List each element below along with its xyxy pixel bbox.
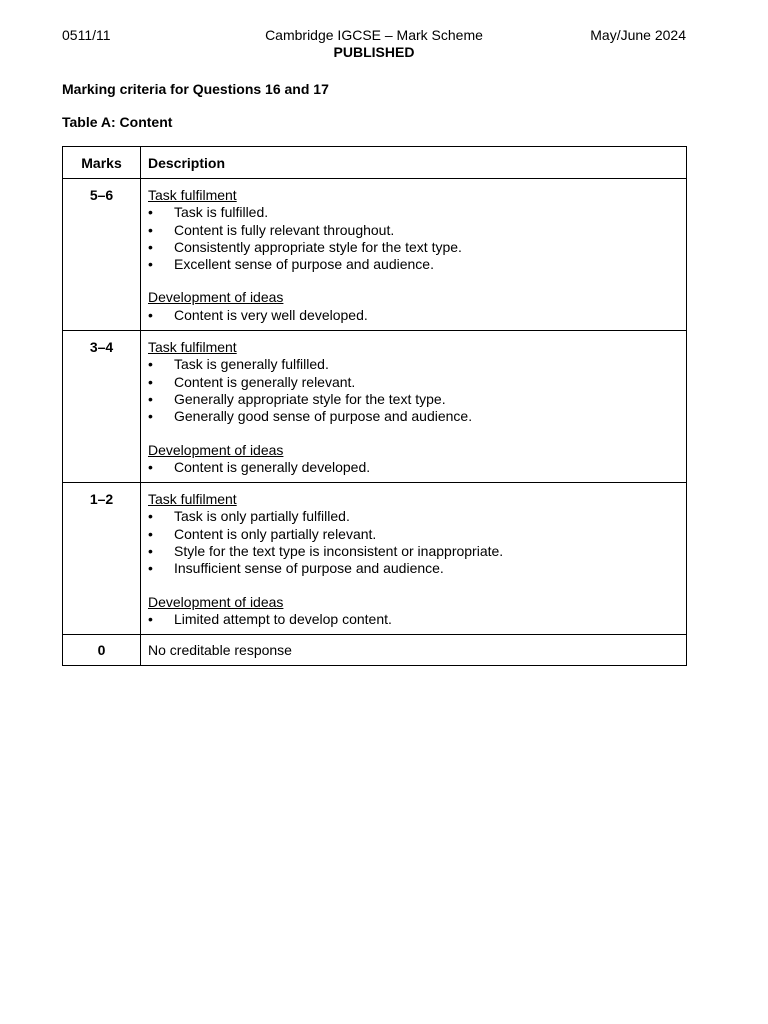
list-item: • Limited attempt to develop content. (148, 610, 392, 627)
development-of-ideas-heading: Development of ideas (148, 441, 284, 458)
bullet-icon: • (148, 390, 153, 407)
list-item: • Content is fully relevant throughout. (148, 221, 395, 238)
list-item: • Insufficient sense of purpose and audience. (148, 560, 444, 577)
task-fulfilment-list (148, 204, 679, 273)
list-item: • Content is generally developed. (148, 458, 371, 475)
description-column-header: Description (141, 147, 687, 179)
list-item: • Style for the text type is inconsistent or inappropriate. (148, 543, 504, 560)
marks-band: 1–2 (63, 483, 141, 635)
list-item: • Generally good sense of purpose and audience. (148, 408, 473, 425)
bullet-icon: • (148, 373, 153, 390)
table-row (63, 635, 687, 666)
bullet-icon: • (148, 560, 153, 577)
list-item: • Content is only partially relevant. (148, 525, 377, 542)
marks-column-header: Marks (63, 147, 141, 179)
list-item: • Excellent sense of purpose and audience. (148, 256, 434, 273)
bullet-icon: • (148, 256, 153, 273)
task-fulfilment-heading: Task fulfilment (148, 491, 237, 508)
band-description (141, 483, 687, 635)
bullet-icon: • (148, 525, 153, 542)
task-fulfilment-heading: Task fulfilment (148, 187, 237, 203)
table-header-row (63, 147, 687, 179)
bullet-icon: • (148, 508, 153, 525)
task-fulfilment-list (148, 356, 679, 425)
list-item: • Consistently appropriate style for the text type. (148, 238, 462, 255)
table-row (63, 483, 687, 635)
marks-band: 0 (63, 635, 141, 666)
content-criteria-table (62, 146, 687, 666)
page-header (62, 27, 686, 67)
band-description: No creditable response (141, 635, 687, 666)
list-item: • Task is generally fulfilled. (148, 356, 329, 373)
bullet-icon: • (148, 610, 153, 627)
bullet-icon: • (148, 238, 153, 255)
development-of-ideas-heading: Development of ideas (148, 593, 284, 610)
development-list (148, 307, 679, 324)
list-item: • Task is fulfilled. (148, 204, 269, 221)
document-title: Cambridge IGCSE – Mark Scheme (265, 27, 483, 43)
list-item: • Task is only partially fulfilled. (148, 508, 350, 525)
list-item: • Content is generally relevant. (148, 373, 356, 390)
bullet-icon: • (148, 408, 153, 425)
bullet-icon: • (148, 306, 153, 323)
task-fulfilment-heading: Task fulfilment (148, 339, 237, 356)
bullet-icon: • (148, 458, 153, 475)
task-fulfilment-list (148, 508, 679, 577)
table-row (63, 331, 687, 483)
list-item: • Content is very well developed. (148, 306, 368, 323)
exam-session: May/June 2024 (590, 27, 686, 43)
development-list (148, 459, 679, 476)
bullet-icon: • (148, 221, 153, 238)
marks-band: 5–6 (63, 179, 141, 331)
section-heading: Marking criteria for Questions 16 and 17 (62, 81, 329, 97)
development-of-ideas-heading: Development of ideas (148, 289, 284, 306)
table-row (63, 179, 687, 331)
bullet-icon: • (148, 204, 153, 221)
band-description (141, 331, 687, 483)
bullet-icon: • (148, 543, 153, 560)
band-description (141, 179, 687, 331)
published-status: PUBLISHED (333, 44, 415, 60)
list-item: • Generally appropriate style for the text type. (148, 390, 446, 407)
syllabus-code: 0511/11 (62, 27, 111, 43)
table-caption: Table A: Content (62, 114, 173, 130)
bullet-icon: • (148, 356, 153, 373)
marks-band: 3–4 (63, 331, 141, 483)
development-list (148, 611, 679, 628)
